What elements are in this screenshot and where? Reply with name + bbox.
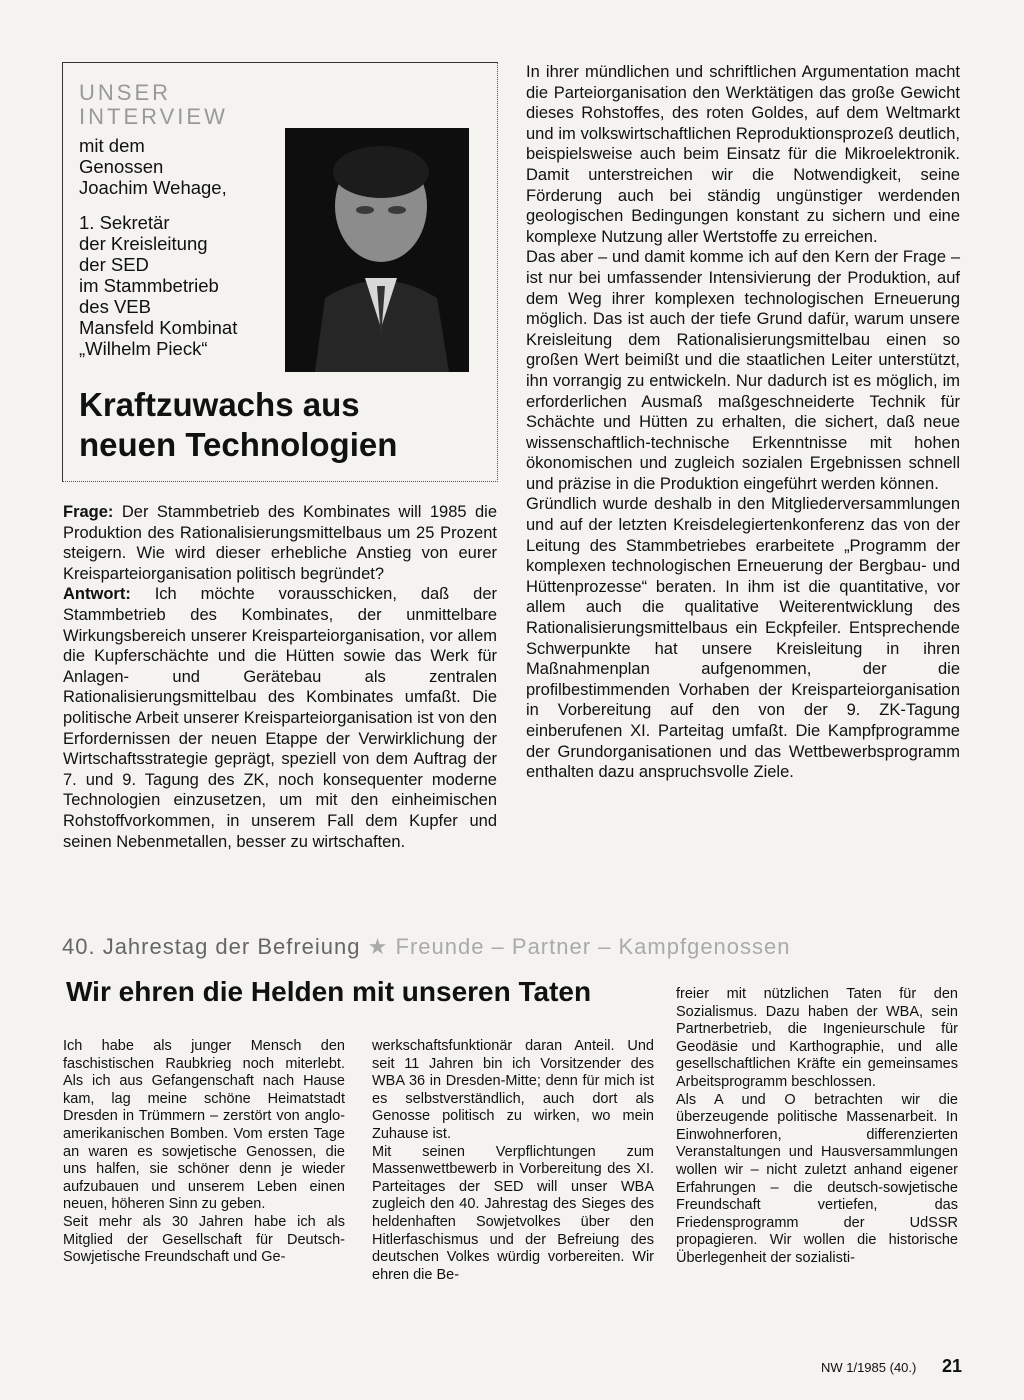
role-line: Mansfeld Kombinat bbox=[79, 317, 238, 338]
role-line: „Wilhelm Pieck“ bbox=[79, 338, 208, 359]
answer-label: Antwort: bbox=[63, 585, 131, 604]
banner-year: 40. Jahrestag der Befreiung bbox=[62, 934, 361, 959]
intro-line: mit dem bbox=[79, 135, 145, 156]
star-icon: ★ bbox=[367, 934, 389, 959]
interview-headline bbox=[79, 385, 479, 465]
page-footer bbox=[821, 1356, 962, 1377]
portrait-photo bbox=[285, 128, 469, 372]
page-number: 21 bbox=[941, 1356, 962, 1376]
role-line: der SED bbox=[79, 254, 149, 275]
answer-paragraph bbox=[63, 584, 497, 852]
paragraph: Ich habe als junger Mensch den faschistischen Raubkrieg noch miterlebt. Als ich aus Gefangenschaft nach Hause kam, lag meine schöne Heimatstadt Dresden in Trümmern – zerstört von anglo-amerikanischen Bomben. Vom ersten Tage an waren es sowjetische Genossen, die uns halfen, sie schöner denn je wieder aufzubauen und unserem Leben einen neuen, höheren Sinn zu geben. bbox=[63, 1038, 345, 1213]
role-line: der Kreisleitung bbox=[79, 233, 208, 254]
role-line: im Stammbetrieb bbox=[79, 275, 219, 296]
intro-line: Genossen bbox=[79, 156, 164, 177]
article2-col-c bbox=[676, 986, 958, 1268]
paragraph: Seit mehr als 30 Jahren habe ich als Mitglied der Gesellschaft für Deutsch-Sowjetische Freundschaft und Ge- bbox=[63, 1213, 345, 1266]
interview-text-left bbox=[63, 502, 497, 852]
anniversary-banner bbox=[62, 934, 962, 960]
headline-line-1: Kraftzuwachs aus bbox=[79, 386, 360, 423]
paragraph: Mit seinen Verpflichtungen zum Massenwettbewerb in Vorbereitung des XI. Parteitages der SED will unser WBA zugleich den 40. Jahrestag des Sieges des heldenhaften Sowjetvolkes über den Hitlerfaschismus und der Befreiung des deutschen Volkes würdig vorbereiten. Wir ehren die Be- bbox=[372, 1143, 654, 1283]
interviewee-info bbox=[79, 135, 289, 359]
paragraph: Gründlich wurde deshalb in den Mitgliederversammlungen und auf der letzten Kreisdelegiertenkonferenz das von der Leitung des Stammbetriebes erarbeitete „Programm der komplexen technologischen Erneuerung der Bergbau- und Hüttenprozesse“ beraten. In ihm ist die quantitative, vor allem auch die qualitative Weiterentwicklung des Rationalisierungsmittelbaus ein Eckpfeiler. Entsprechende Schwerpunkte hat unsere Kreisleitung in ihren Maßnahmenplan aufgenommen, der die profilbestimmenden Vorhaben der Kreisparteiorganisation in Vorbereitung auf den von der 9. ZK-Tagung einberufenen XI. Parteitag umfaßt. Die Kampfprogramme der Grundorganisationen und das Wettbewerbsprogramm enthalten dazu anspruchsvolle Ziele. bbox=[526, 495, 960, 782]
intro-line: Joachim Wehage, bbox=[79, 177, 227, 198]
paragraph: In ihrer mündlichen und schriftlichen Argumentation macht die Parteiorganisation den Werktätigen das große Gewicht dieses Rohstoffes, des roten Goldes, auf dem Weltmarkt und im volkswirtschaftlichen Reproduktionsprozeß deutlich, beispielsweise auch beim Einsatz für die Mikroelektronik. Damit unterstreichen wir die Notwendigkeit, seine Förderung auch bei ständig ungünstiger werdenden geologischen Bedingungen konstant zu sichern und eine komplexe Nutzung aller Wertstoffe zu erreichen. bbox=[526, 63, 960, 246]
kicker-line-1: UNSER bbox=[79, 80, 172, 105]
article2-col-b bbox=[372, 1038, 654, 1284]
question-label: Frage: bbox=[63, 503, 114, 521]
answer-text: Ich möchte vorausschicken, daß der Stammbetrieb des Kombinates, der unmittelbare Wirkungsbereich unserer Kreisparteiorganisation, vor allem die Kupferschächte und die Hütten sowie das Werk für Anlagen- und Gerätebau als zentralen Rationalisierungsmittelbau des Kombinates umfaßt. Die politische Arbeit unserer Kreisparteiorganisation ist von den Erfordernissen der neuen Etappe der Verwirklichung der Wirtschaftsstrategie geprägt, speziell von dem Auftrag der 7. und 9. Tagung des ZK, noch konsequenter moderne Technologien einzusetzen, um mit den einheimischen Rohstoffvorkommen, in unserem Fall dem Kupfer und seinen Nebenmetallen, besser zu wirtschaften. bbox=[63, 585, 497, 851]
banner-tail: Freunde – Partner – Kampfgenossen bbox=[395, 934, 791, 959]
interview-kicker bbox=[79, 81, 269, 129]
headline-line-2: neuen Technologien bbox=[79, 426, 398, 463]
kicker-line-2: INTERVIEW bbox=[79, 104, 228, 129]
paragraph: Als A und O betrachten wir die überzeugende politische Massenarbeit. In Einwohnerforen, differenzierten Veranstaltungen und Hausversammlungen wollen wir – nicht zuletzt anhand eigener Erfahrungen – die deutsch-sowjetische Freundschaft vertiefen, das Friedensprogramm der UdSSR propagieren. Wir wollen die historische Überlegenheit der sozialisti- bbox=[676, 1091, 958, 1266]
paragraph: freier mit nützlichen Taten für den Sozialismus. Dazu haben der WBA, sein Partnerbetrieb, die Ingenieurschule für Geodäsie und Karthographie, und alle gesellschaftlichen Kräfte ein gemeinsames Arbeitsprogramm beschlossen. bbox=[676, 986, 958, 1090]
role-line: des VEB bbox=[79, 296, 151, 317]
paragraph: werkschaftsfunktionär daran Anteil. Und seit 11 Jahren bin ich Vorsitzender des WBA 36 in Dresden-Mitte; denn für mich ist es selbstverständlich, auch dort als Genosse politisch zu wirken, wo mein Zuhause ist. bbox=[372, 1038, 654, 1142]
question-text: Der Stammbetrieb des Kombinates will 1985 die Produktion des Rationalisierungsmittelbaus um 25 Prozent steigern. Wie wird dieser erhebliche Anstieg von eurer Kreisparteiorganisation politisch begründet? bbox=[63, 503, 497, 583]
issue-label: NW 1/1985 (40.) bbox=[820, 1360, 917, 1375]
interview-text-right bbox=[526, 62, 960, 783]
article2-col-a bbox=[63, 1038, 345, 1267]
question-paragraph bbox=[63, 502, 497, 584]
article2-headline: Wir ehren die Helden mit unseren Taten bbox=[66, 976, 592, 1007]
role-line: 1. Sekretär bbox=[79, 212, 170, 233]
interview-box bbox=[62, 62, 498, 482]
paragraph: Das aber – und damit komme ich auf den Kern der Frage – ist nur bei umfassender Intensivierung der Produktion, auf dem Weg ihrer komplexen technologischen Erneuerung möglich. Das ist auch der tiefe Grund dafür, warum unsere Kreisleitung dem Rationalisierungsmittelbau einen so großen Wert beimißt und die staatlichen Leiter unterstützt, ihn vorrangig zu entwickeln. Nur dadurch ist es möglich, im erforderlichen Ausmaß maßgeschneiderte Technik für Schächte und Hütten zu erhalten, die sichert, daß neue wissenschaftlich-technische Erkenntnisse mit hohen ökonomischen und zugleich sozialen Ergebnissen schnell und präzise in die Produktion eingeführt werden können. bbox=[526, 248, 960, 493]
